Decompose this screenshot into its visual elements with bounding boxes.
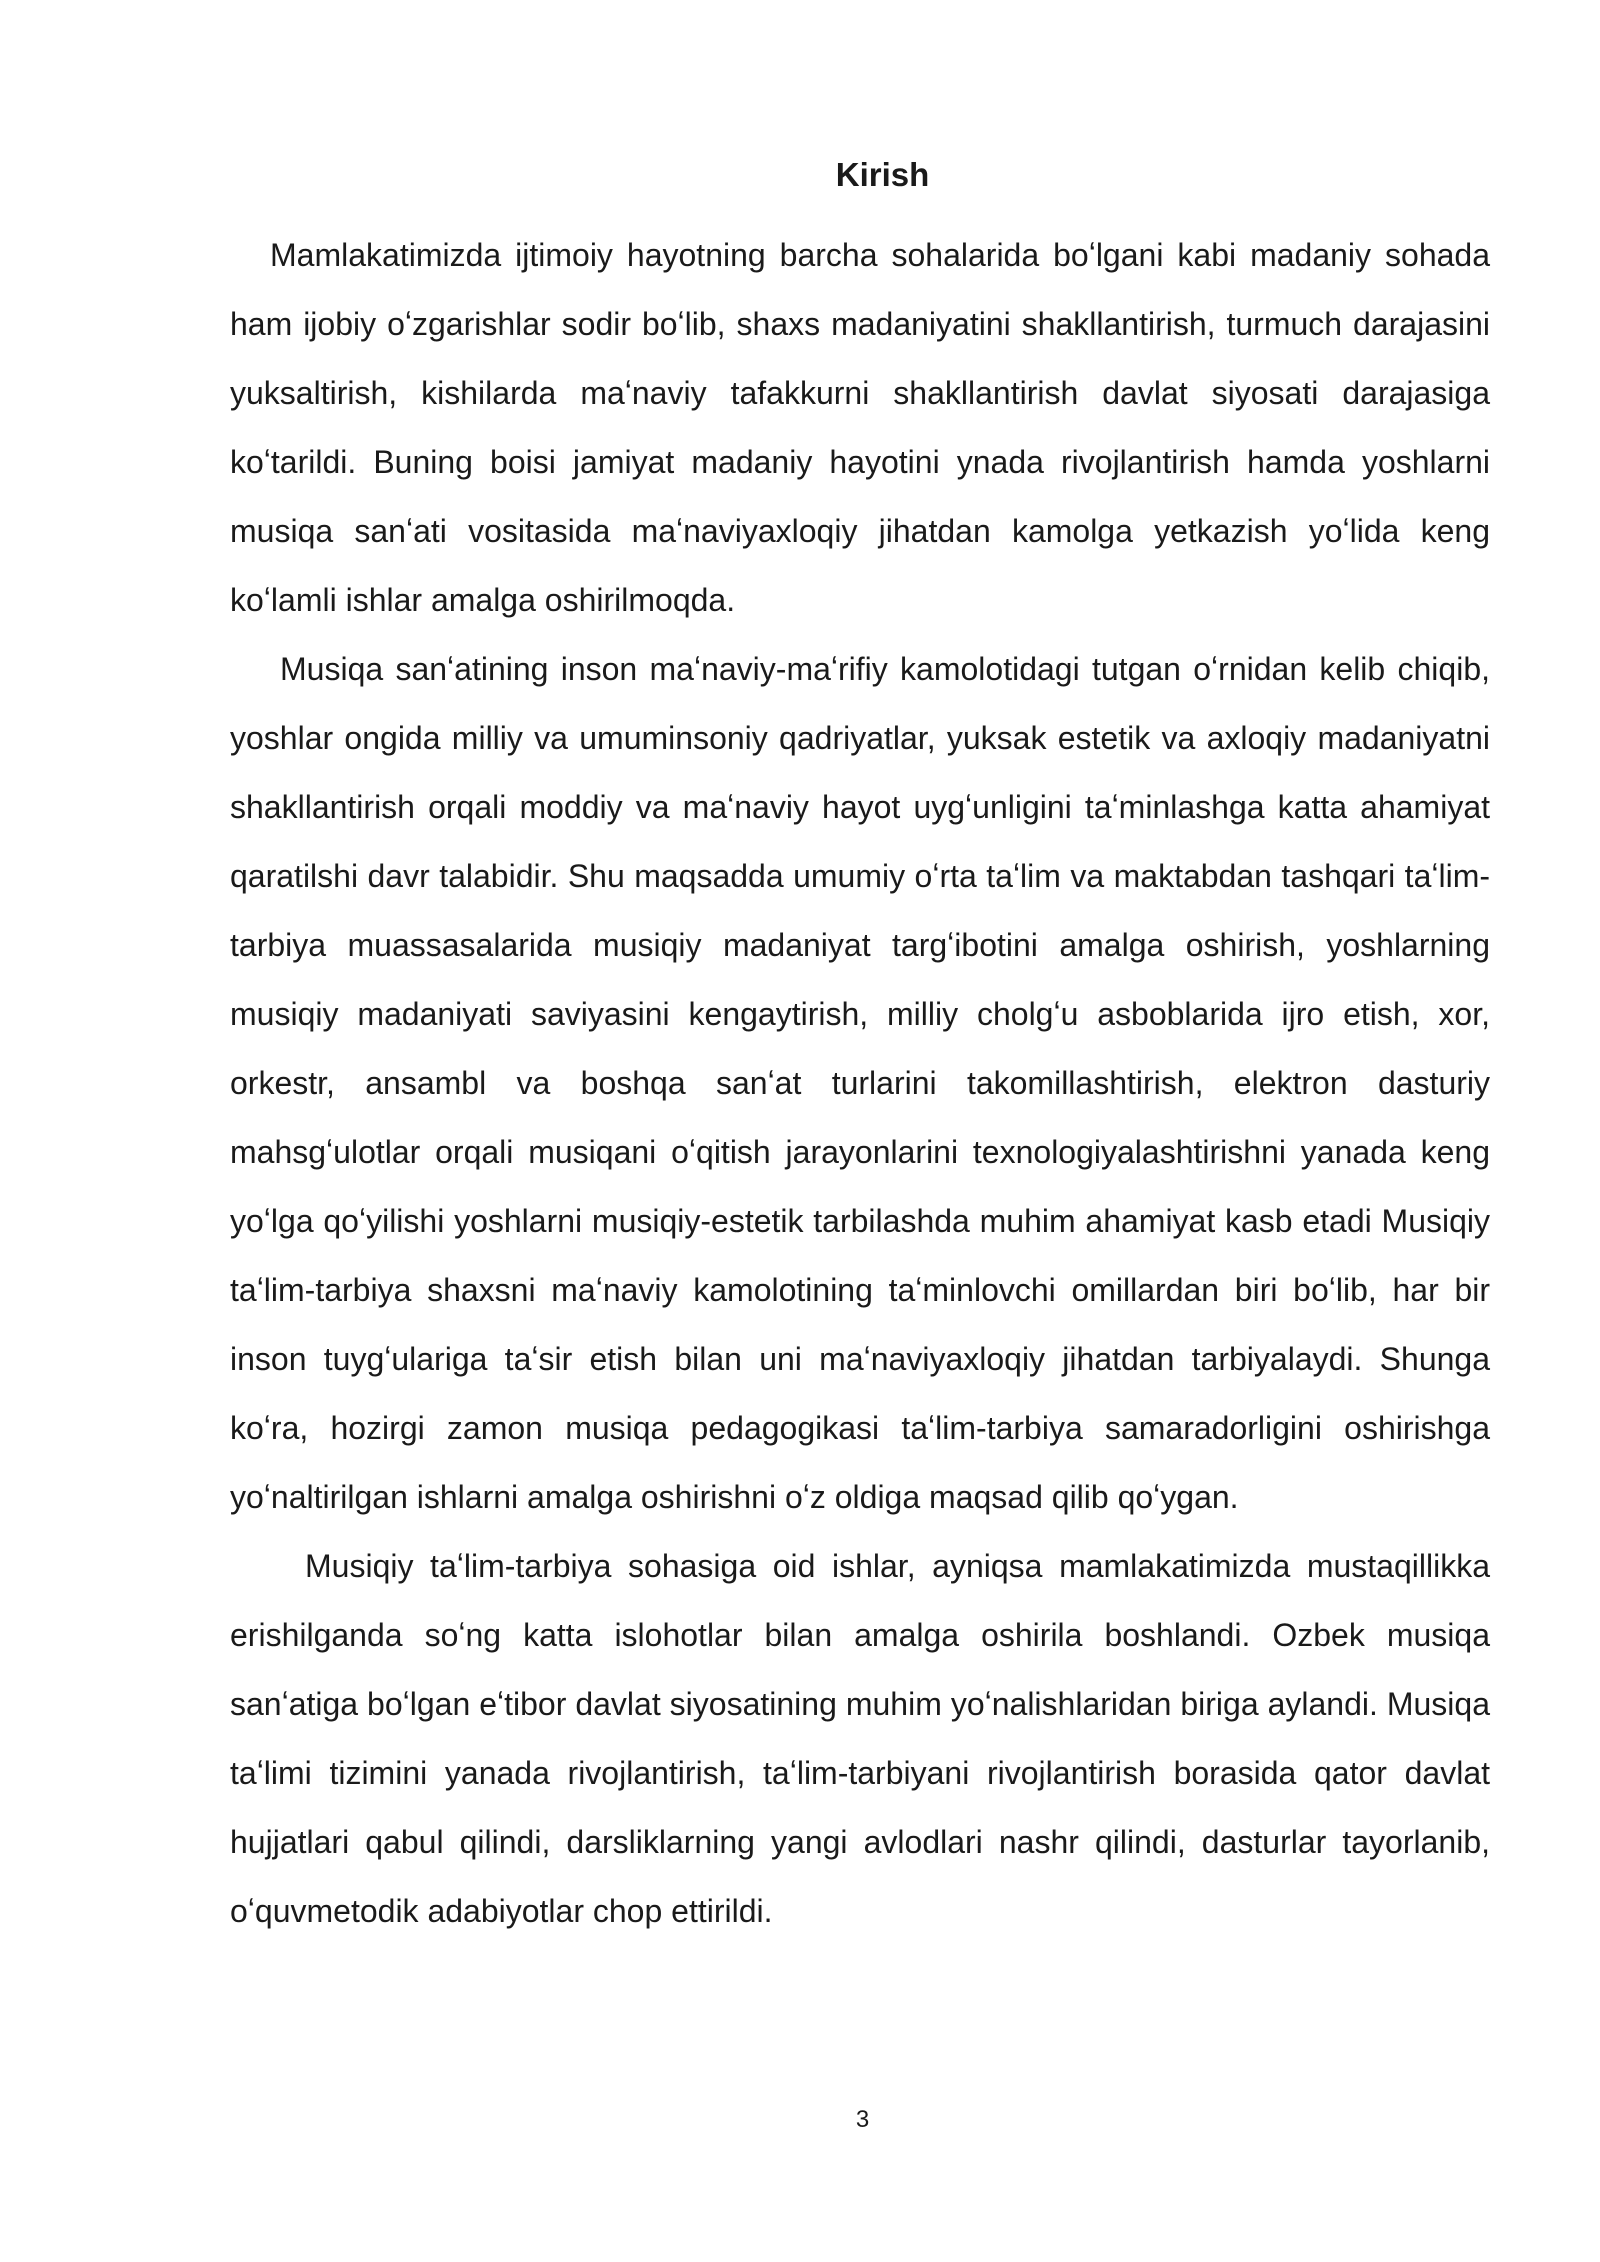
body-text: [230, 221, 1490, 1946]
page-title: Kirish: [835, 156, 930, 193]
page-number: 3: [855, 2106, 870, 2133]
paragraph-2: Musiqa sanʻatining inson maʻnaviy-maʻrifiy kamolotidagi tutgan oʻrnidan kelib chiqib, yoshlar ongida milliy va umuminsoniy qadriyatlar, yuksak estetik va axloqiy madaniyatni shakllantirish orqali moddiy va maʻnaviy hayot uygʻunligini taʻminlashga katta ahamiyat qaratilshi davr talabidir. Shu maqsadda umumiy oʻrta taʻlim va maktabdan tashqari taʻlim-tarbiya muassasalarida musiqiy madaniyat targʻibotini amalga oshirish, yoshlarning musiqiy madaniyati saviyasini kengaytirish, milliy cholgʻu asboblarida ijro etish, xor, orkestr, ansambl va boshqa sanʻat turlarini takomillashtirish, elektron dasturiy mahsgʻulotlar orqali musiqani oʻqitish jarayonlarini texnologiyalashtirishni yanada keng yoʻlga qoʻyilishi yoshlarni musiqiy-estetik tarbilashda muhim ahamiyat kasb etadi Musiqiy taʻlim-tarbiya shaxsni maʻnaviy kamolotining taʻminlovchi omillardan biri boʻlib, har bir inson tuygʻulariga taʻsir etish bilan uni maʻnaviyaxloqiy jihatdan tarbiyalaydi. Shunga koʻra, hozirgi zamon musiqa pedagogikasi taʻlim-tarbiya samaradorligini oshirishga yoʻnaltirilgan ishlarni amalga oshirishni oʻz oldiga maqsad qilib qoʻygan.: [230, 651, 1490, 1515]
paragraph-1: Mamlakatimizda ijtimoiy hayotning barcha sohalarida boʻlgani kabi madaniy sohada ham ijobiy oʻzgarishlar sodir boʻlib, shaxs madaniyatini shakllantirish, turmuch darajasini yuksaltirish, kishilarda maʻnaviy tafakkurni shakllantirish davlat siyosati darajasiga koʻtarildi. Buning boisi jamiyat madaniy hayotini ynada rivojlantirish hamda yoshlarni musiqa sanʻati vositasida maʻnaviyaxloqiy jihatdan kamolga yetkazish yoʻlida keng koʻlamli ishlar amalga oshirilmoqda.: [230, 237, 1490, 618]
paragraph-3: Musiqiy taʻlim-tarbiya sohasiga oid ishlar, ayniqsa mamlakatimizda mustaqillikka erishilganda soʻng katta islohotlar bilan amalga oshirila boshlandi. Ozbek musiqa sanʻatiga boʻlgan eʻtibor davlat siyosatining muhim yoʻnalishlaridan biriga aylandi. Musiqa taʻlimi tizimini yanada rivojlantirish, taʻlim-tarbiyani rivojlantirish borasida qator davlat hujjatlari qabul qilindi, darsliklarning yangi avlodlari nashr qilindi, dasturlar tayorlanib, oʻquvmetodik adabiyotlar chop ettirildi.: [230, 1548, 1490, 1929]
